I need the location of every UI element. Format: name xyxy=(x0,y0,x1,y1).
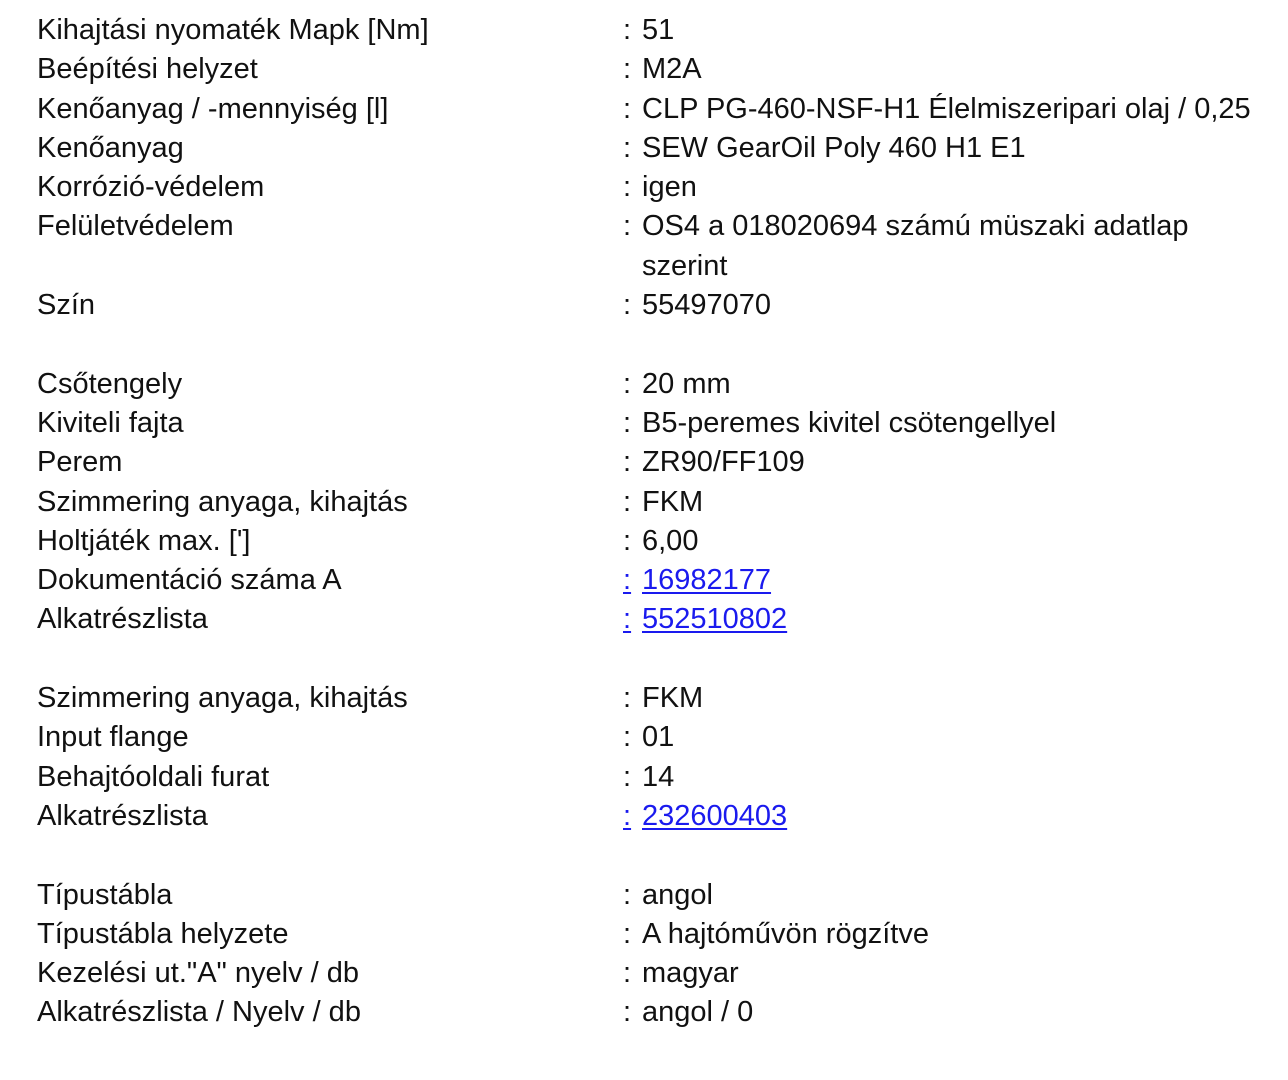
value-separator: : xyxy=(623,14,632,46)
spec-value-text: magyar xyxy=(642,957,739,990)
spec-value xyxy=(623,90,1277,129)
spec-label: Felületvédelem xyxy=(37,210,234,243)
spec-label: Alkatrészlista xyxy=(37,799,208,832)
spec-label: Kezelési ut."A" nyelv / db xyxy=(37,957,360,990)
spec-row xyxy=(37,90,1277,129)
spec-value xyxy=(623,679,1277,718)
spec-row xyxy=(37,365,1277,404)
value-separator: : xyxy=(623,171,632,204)
spec-value-text: 51 xyxy=(642,14,675,46)
spec-row xyxy=(37,993,1277,1032)
spec-sheet xyxy=(37,11,1277,1033)
spec-row xyxy=(37,129,1277,168)
spec-value-text: igen xyxy=(642,171,697,204)
spec-row xyxy=(37,876,1277,915)
spec-value xyxy=(623,286,1277,325)
spec-value-text: M2A xyxy=(642,53,702,86)
spec-value xyxy=(623,365,1277,404)
spec-value-text: 14 xyxy=(642,760,675,793)
spec-row xyxy=(37,443,1277,482)
spec-label: Kiviteli fajta xyxy=(37,406,184,439)
spec-row xyxy=(37,758,1277,797)
value-separator: : xyxy=(623,210,632,243)
group-spacer xyxy=(37,836,1277,875)
value-separator: : xyxy=(623,485,632,518)
spec-row xyxy=(37,11,1277,50)
spec-value-text: angol xyxy=(642,878,713,911)
spec-value xyxy=(623,404,1277,443)
spec-value xyxy=(623,954,1277,993)
spec-label: Holtjáték max. ['] xyxy=(37,524,251,557)
spec-value xyxy=(623,11,1277,50)
spec-label: Csőtengely xyxy=(37,367,183,400)
spec-value-text: ZR90/FF109 xyxy=(642,446,805,479)
spec-label: Típustábla xyxy=(37,878,173,911)
spec-row xyxy=(37,954,1277,993)
spec-label: Kenőanyag xyxy=(37,131,184,164)
spec-label: Behajtóoldali furat xyxy=(37,760,270,793)
spec-value xyxy=(623,207,1277,286)
spec-row xyxy=(37,522,1277,561)
spec-value-text[interactable]: 232600403 xyxy=(642,799,788,832)
spec-value xyxy=(623,443,1277,482)
group-spacer xyxy=(37,325,1277,364)
spec-value-text: 6,00 xyxy=(642,524,699,557)
spec-value-link[interactable] xyxy=(623,797,1277,836)
spec-value-text: FKM xyxy=(642,485,704,518)
value-separator: : xyxy=(623,53,632,86)
spec-value xyxy=(623,876,1277,915)
value-separator: : xyxy=(623,878,632,911)
value-separator: : xyxy=(623,799,632,832)
spec-row xyxy=(37,600,1277,639)
spec-value-text[interactable]: 552510802 xyxy=(642,603,788,636)
spec-label: Szimmering anyaga, kihajtás xyxy=(37,682,408,715)
group-spacer xyxy=(37,640,1277,679)
value-separator: : xyxy=(623,917,632,950)
spec-value-text: B5-peremes kivitel csötengellyel xyxy=(642,406,1057,439)
spec-label: Dokumentáció száma A xyxy=(37,564,342,597)
value-separator: : xyxy=(623,524,632,557)
spec-value xyxy=(623,168,1277,207)
spec-label: Szín xyxy=(37,289,96,322)
spec-value xyxy=(623,522,1277,561)
value-separator: : xyxy=(623,289,632,322)
spec-row xyxy=(37,286,1277,325)
spec-row xyxy=(37,483,1277,522)
spec-value-text: OS4 a 018020694 számú müszaki adatlap szerint xyxy=(642,210,1189,282)
spec-value xyxy=(623,483,1277,522)
spec-label: Típustábla helyzete xyxy=(37,917,289,950)
spec-value xyxy=(623,758,1277,797)
spec-label: Kenőanyag / -mennyiség [l] xyxy=(37,92,389,125)
spec-value xyxy=(623,993,1277,1032)
spec-row xyxy=(37,168,1277,207)
spec-label: Input flange xyxy=(37,721,189,754)
spec-row xyxy=(37,718,1277,757)
spec-label: Alkatrészlista xyxy=(37,603,208,636)
spec-row xyxy=(37,50,1277,89)
spec-label: Kihajtási nyomaték Mapk [Nm] xyxy=(37,14,429,46)
spec-value-text[interactable]: 16982177 xyxy=(642,564,772,597)
value-separator: : xyxy=(623,367,632,400)
spec-value xyxy=(623,915,1277,954)
spec-label: Alkatrészlista / Nyelv / db xyxy=(37,996,361,1029)
spec-label: Beépítési helyzet xyxy=(37,53,258,86)
value-separator: : xyxy=(623,564,632,597)
spec-row xyxy=(37,404,1277,443)
value-separator: : xyxy=(623,406,632,439)
spec-value-text: 55497070 xyxy=(642,289,772,322)
value-separator: : xyxy=(623,131,632,164)
spec-value-text: CLP PG-460-NSF-H1 Élelmiszeripari olaj / 0,25 xyxy=(642,92,1251,125)
value-separator: : xyxy=(623,682,632,715)
spec-value-link[interactable] xyxy=(623,561,1277,600)
spec-label: Korrózió-védelem xyxy=(37,171,265,204)
value-separator: : xyxy=(623,603,632,636)
spec-value xyxy=(623,50,1277,89)
spec-value-text: SEW GearOil Poly 460 H1 E1 xyxy=(642,131,1026,164)
spec-value xyxy=(623,718,1277,757)
spec-row xyxy=(37,561,1277,600)
spec-row xyxy=(37,797,1277,836)
spec-row xyxy=(37,207,1277,286)
spec-value xyxy=(623,129,1277,168)
spec-value-link[interactable] xyxy=(623,600,1277,639)
value-separator: : xyxy=(623,760,632,793)
spec-value-text: A hajtóművön rögzítve xyxy=(642,917,929,950)
spec-label: Perem xyxy=(37,446,123,479)
value-separator: : xyxy=(623,446,632,479)
spec-row xyxy=(37,915,1277,954)
value-separator: : xyxy=(623,996,632,1029)
value-separator: : xyxy=(623,721,632,754)
value-separator: : xyxy=(623,957,632,990)
spec-label: Szimmering anyaga, kihajtás xyxy=(37,485,408,518)
spec-row xyxy=(37,679,1277,718)
spec-value-text: angol / 0 xyxy=(642,996,754,1029)
spec-value-text: 20 mm xyxy=(642,367,731,400)
value-separator: : xyxy=(623,92,632,125)
spec-value-text: FKM xyxy=(642,682,704,715)
spec-value-text: 01 xyxy=(642,721,675,754)
